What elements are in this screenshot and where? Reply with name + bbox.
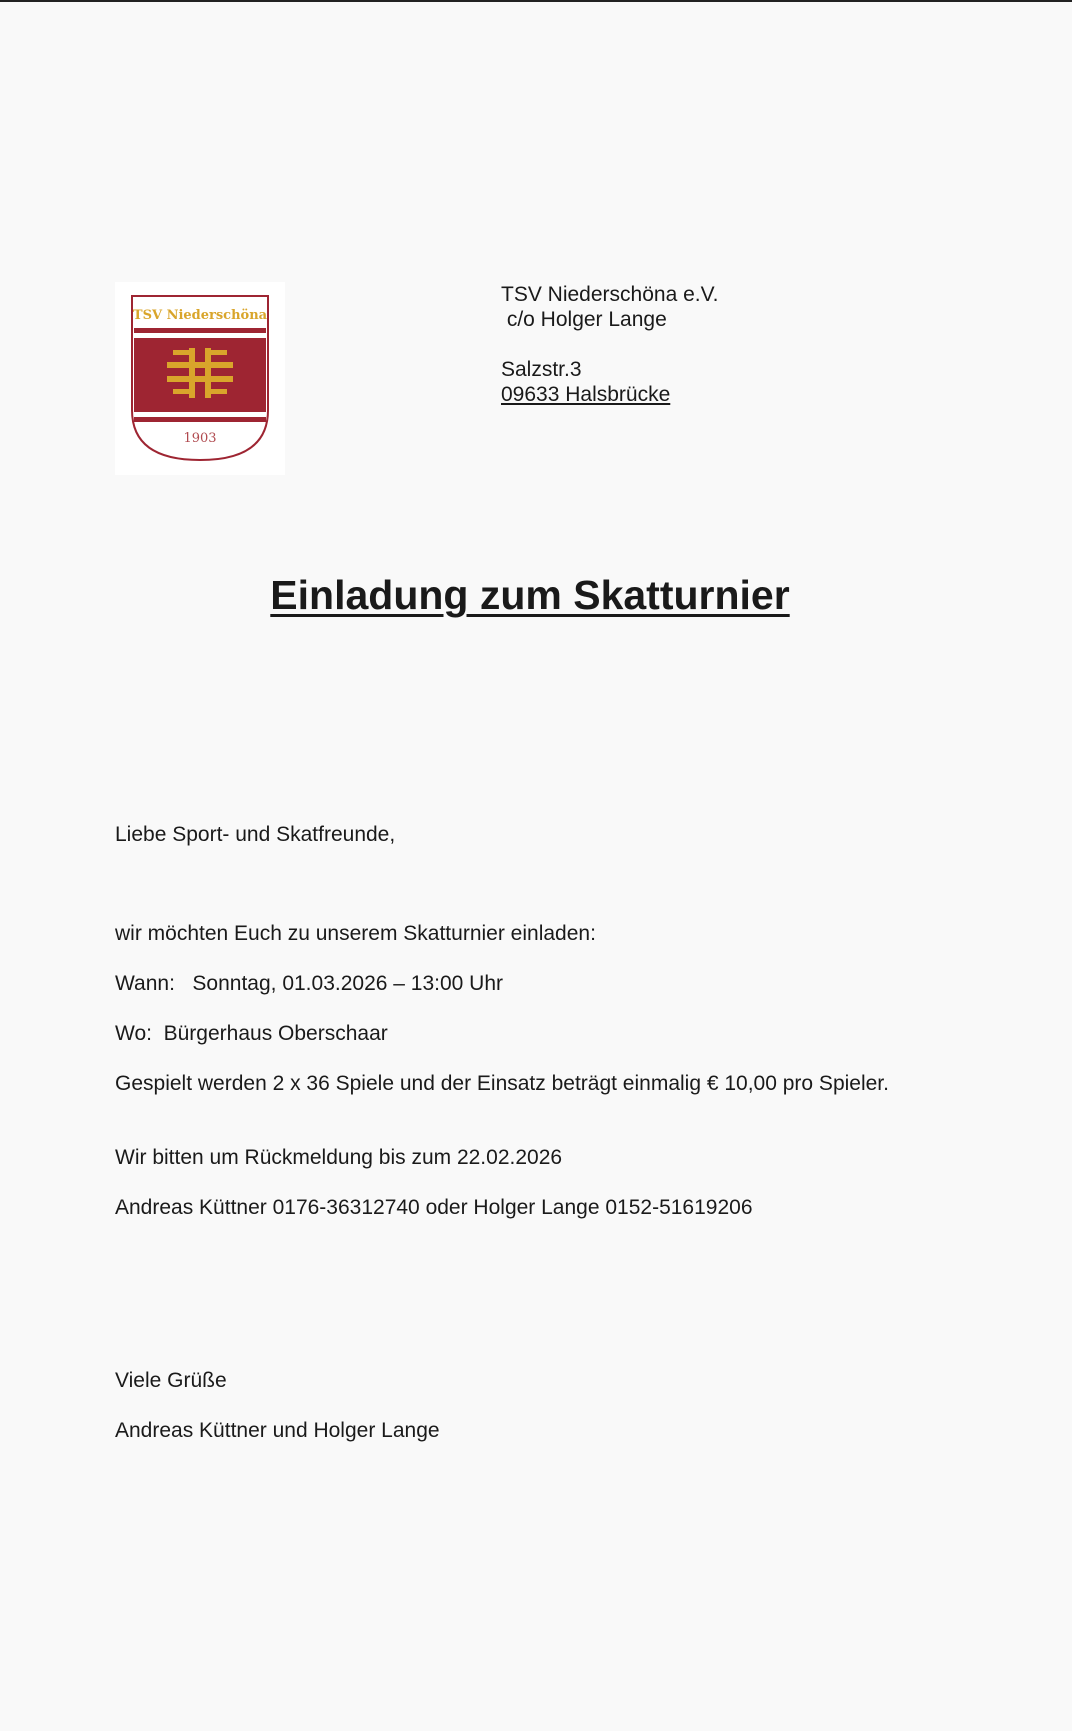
address-city: 09633 Halsbrücke: [501, 383, 671, 406]
address-spacer: [501, 332, 719, 357]
event-date: Wann: Sonntag, 01.03.2026 – 13:00 Uhr: [115, 972, 503, 995]
logo-year: 1903: [183, 431, 217, 446]
club-crest-icon: [115, 282, 285, 475]
top-border: [0, 0, 1072, 2]
event-location: Wo: Bürgerhaus Oberschaar: [115, 1022, 388, 1045]
document-title: Einladung zum Skatturnier: [270, 572, 790, 618]
contact-info: Andreas Küttner 0176-36312740 oder Holger Lange 0152-51619206: [115, 1196, 753, 1219]
rsvp-text: Wir bitten um Rückmeldung bis zum 22.02.2026: [115, 1146, 563, 1169]
address-co: c/o Holger Lange: [501, 308, 667, 331]
greeting: Liebe Sport- und Skatfreunde,: [115, 823, 396, 846]
address-org: TSV Niederschöna e.V.: [501, 283, 719, 306]
intro-text: wir möchten Euch zu unserem Skatturnier einladen:: [115, 922, 596, 945]
game-details: Gespielt werden 2 x 36 Spiele und der Einsatz beträgt einmalig € 10,00 pro Spieler.: [115, 1072, 889, 1095]
club-logo: [115, 282, 285, 475]
sender-address: [501, 282, 719, 407]
logo-text: TSV Niederschöna: [132, 308, 268, 323]
address-street: Salzstr.3: [501, 358, 582, 381]
closing: Viele Grüße: [115, 1369, 227, 1392]
signature: Andreas Küttner und Holger Lange: [115, 1419, 440, 1442]
